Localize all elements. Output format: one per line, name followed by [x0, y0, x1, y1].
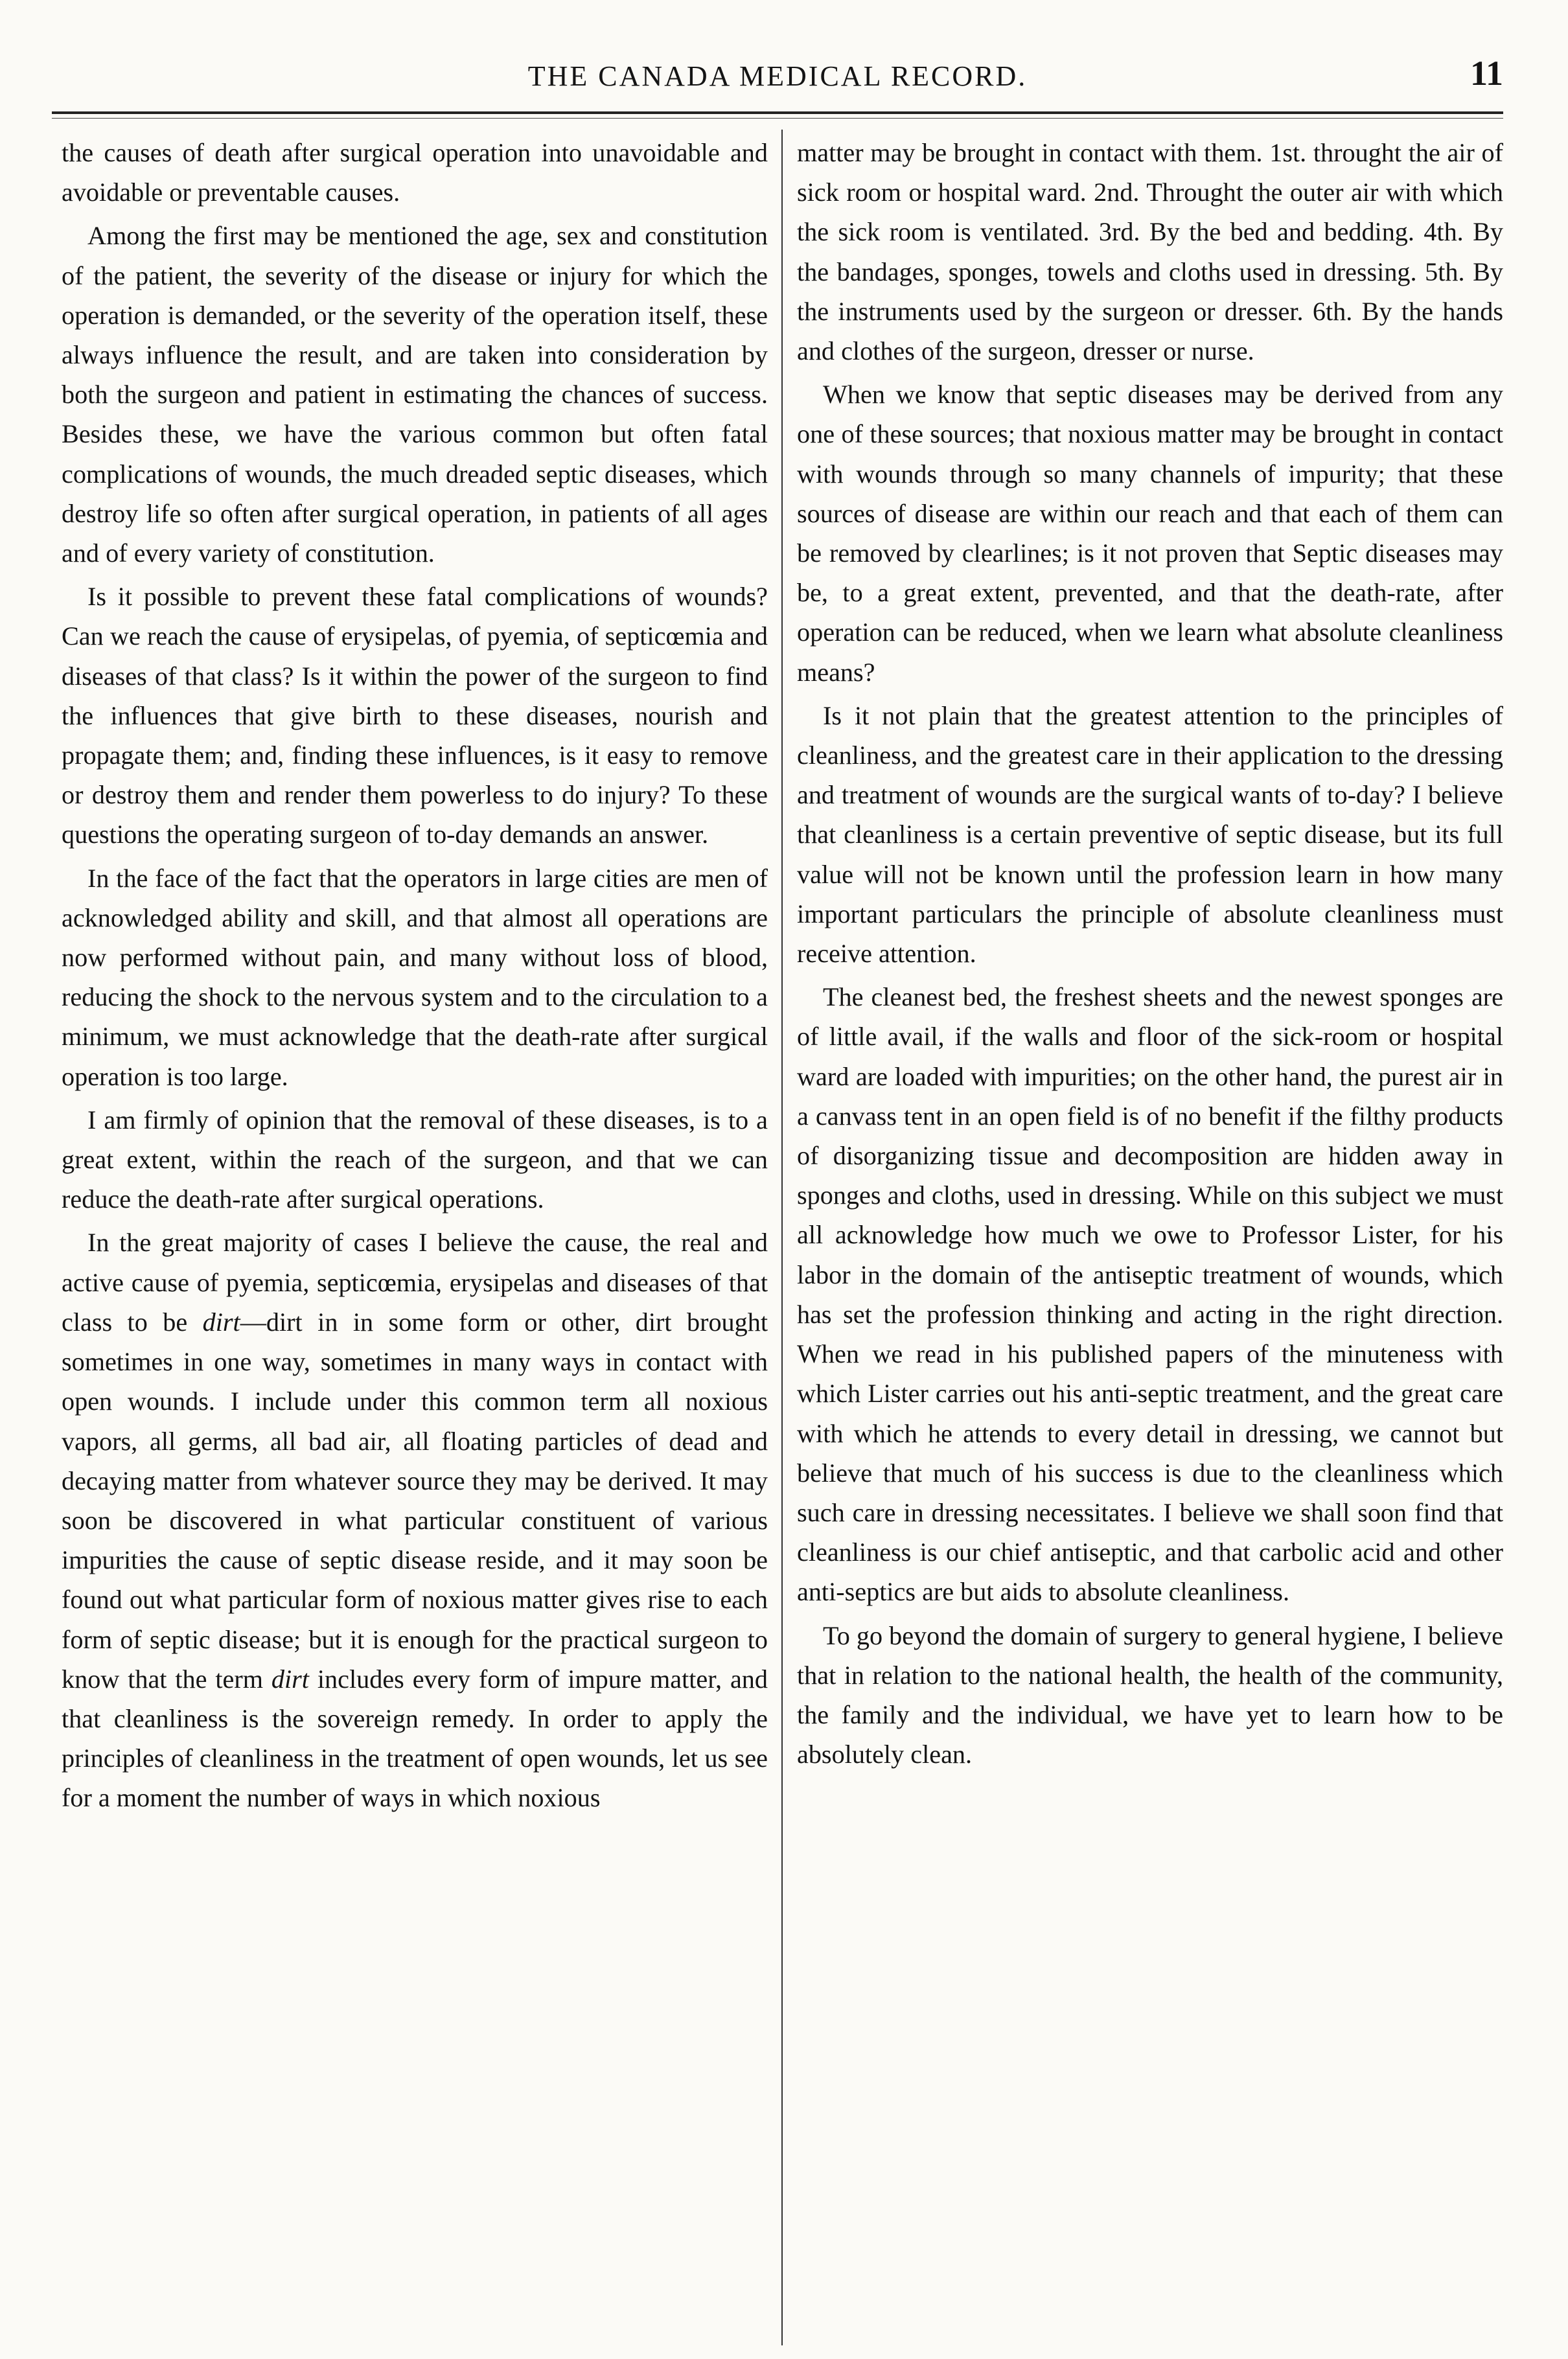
paragraph: matter may be brought in contact with them. 1st. throught the air of sick room or hospital ward. 2nd. Throught the outer air with which the sick room is ventilated. 3rd. By the bed and bedding. 4th. By the bandages, sponges, towels and cloths used in dressing. 5th. By the instruments used by the surgeon or dresser. 6th. By the hands and clothes of the surgeon, dresser or nurse. — [797, 138, 1503, 366]
italic-term: dirt — [271, 1664, 309, 1694]
paragraph: I am firmly of opinion that the removal of these diseases, is to a great extent, within the reach of the surgeon, and that we can reduce the death-rate after surgical operations. — [62, 1105, 768, 1214]
paragraph: To go beyond the domain of surgery to general hygiene, I believe that in relation to the national health, the health of the community, the family and the individual, we have yet to learn how to be absolutely clean. — [797, 1620, 1503, 1769]
paragraph: Is it possible to prevent these fatal complications of wounds? Can we reach the cause of erysipelas, of pyemia, of septicœmia and diseases of that class? Is it within the power of the surgeon to find the influences that give birth to these diseases, nourish and propagate them; and, finding these influences, is it easy to remove or destroy them and render them powerless to do injury? To these questions the operating surgeon of to-day demands an answer. — [62, 582, 768, 849]
page-number: 11 — [1470, 54, 1503, 93]
text-run: includes every form of impure matter, and that cleanliness is the sovereign remedy. In order to apply the principles of cleanliness in the treatment of open wounds, let us see for a moment the number of ways in which noxious — [62, 1664, 768, 1813]
paragraph: The cleanest bed, the freshest sheets and the newest sponges are of little avail, if the walls and floor of the sick-room or hospital ward are loaded with impurities; on the other hand, the purest air in a canvass tent in an open field is of no benefit if the filthy products of disorganizing tissue and decomposition are hidden away in sponges and cloths, used in dressing. While on this subject we must all acknowledge how much we owe to Professor Lister, for his labor in the domain of the antiseptic treatment of wounds, which has set the profession thinking and acting in the right direction. When we read in his published papers of the minuteness with which Lister carries out his anti-septic treatment, and the great care with which he attends to every detail in dressing, we cannot but believe that much of his success is due to the cleanliness which such care in dressing necessitates. I believe we shall soon find that cleanliness is our chief antiseptic, and that carbolic acid and other anti-septics are but aids to absolute cleanliness. — [797, 982, 1503, 1607]
paragraph: When we know that septic diseases may be derived from any one of these sources; that noxious matter may be brought in contact with wounds through so many channels of impurity; that these sources of disease are within our reach and that each of them can be removed by clearlines; is it not proven that Septic diseases may be, to a great extent, prevented, and that the death-rate, after operation can be reduced, when we learn what absolute cleanliness means? — [797, 380, 1503, 687]
left-column — [62, 133, 768, 1818]
paragraph: Is it not plain that the greatest attention to the principles of cleanliness, and the greatest care in their application to the dressing and treatment of wounds are the surgical wants of to-day? I believe that cleanliness is a certain preventive of septic disease, but its full value will not be known until the profession learn in how many important particulars the principle of absolute cleanliness must receive attention. — [797, 700, 1503, 969]
column-divider — [781, 130, 783, 2345]
text-run: —dirt in in some form or other, dirt brought sometimes in one way, sometimes in many ways in contact with open wounds. I include under this common term all noxious vapors, all germs, all bad air, all floating particles of dead and decaying matter from whatever source they may be derived. It may soon be discovered in what particular constituent of various impurities the cause of septic disease reside, and it may soon be found out what particular form of noxious matter gives rise to each form of septic disease; but it is enough for the practical surgeon to know that the term — [62, 1307, 768, 1694]
text-run: In the great majority of cases I believe the cause, the real and active cause of pyemia, septicœmia, erysipelas and diseases of that class to be — [62, 1228, 768, 1337]
running-title: THE CANADA MEDICAL RECORD. — [527, 60, 1028, 92]
header-rule-thin — [52, 118, 1503, 119]
paragraph: Among the first may be mentioned the age, sex and constitution of the patient, the severity of the disease or injury for which the operation is demanded, or the severity of the operation itself, these always influence the result, and are taken into consideration by both the surgeon and patient in estimating the chances of success. Besides these, we have the various common but often fatal complications of wounds, the much dreaded septic diseases, which destroy life so often after surgical operation, in patients of all ages and of every variety of constitution. — [62, 221, 768, 568]
paragraph: In the face of the fact that the operators in large cities are men of acknowledged ability and skill, and that almost all operations are now performed without pain, and many without loss of blood, reducing the shock to the nervous system and to the circulation to a minimum, we must acknowledge that the death-rate after surgical operation is too large. — [62, 863, 768, 1091]
paragraph-dirt — [62, 1223, 768, 1817]
right-column — [797, 133, 1503, 1774]
italic-term: dirt — [202, 1307, 240, 1337]
paragraph: the causes of death after surgical operation into unavoidable and avoidable or preventable causes. — [62, 138, 768, 207]
page-header — [52, 45, 1503, 104]
header-rule — [52, 111, 1503, 114]
